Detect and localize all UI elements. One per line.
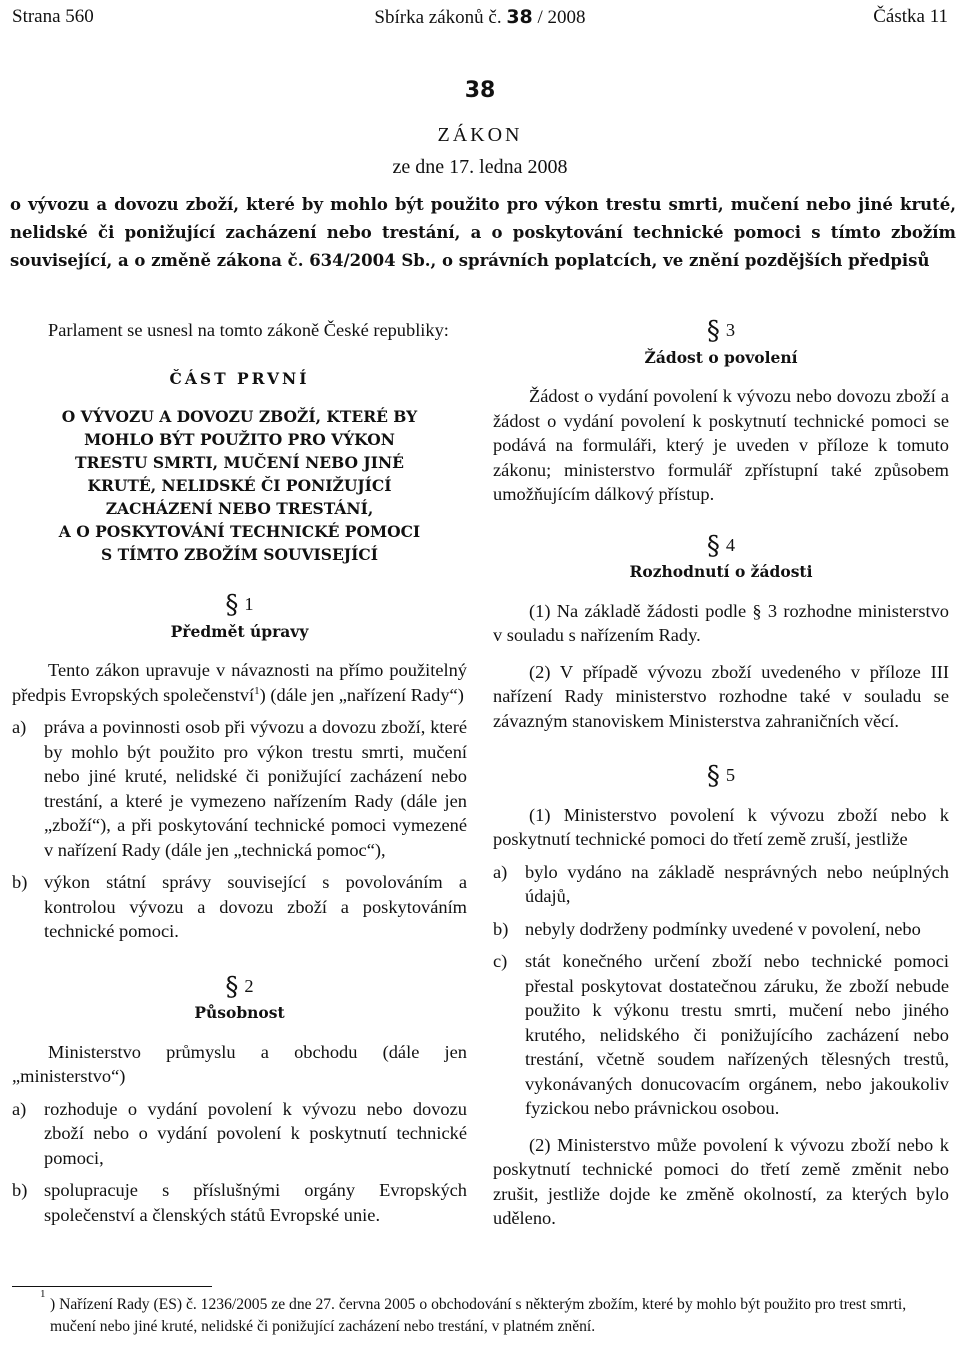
section-number-2: § 2 xyxy=(225,971,254,1002)
section-symbol: § xyxy=(225,971,239,1002)
part-title xyxy=(12,405,467,566)
section-symbol: § xyxy=(225,590,239,620)
law-number: 38 xyxy=(464,78,496,103)
section-symbol: § xyxy=(706,530,720,561)
section-title-3: Žádost o povolení xyxy=(644,347,798,367)
section-symbol: § xyxy=(706,316,720,346)
part-title-line: TRESTU SMRTI, MUČENÍ NEBO JINÉ xyxy=(75,453,404,472)
section-4-paragraph-2: (2) V případě vývozu zboží uvedeného v příloze III nařízení Rady ministerstvo rozhodne také v souladu se závazným stanoviskem Ministerstva zahraničních věcí. xyxy=(493,661,949,731)
list-item: c) stát konečného určení zboží nebo technické pomoci přestal poskytovat dostatečnou záruku, že zboží nebude použito k výkonu trestu smrti, mučení nebo jiného krutého, nelidského či ponižujícího zacházení nebo trestání, včetně soudem nařízených tělesných trestů, vykonávaných donucovacím orgánem, nebo jakoukoliv fyzickou nebo právnickou osobou. xyxy=(493,951,949,1118)
section-number-3: § 3 xyxy=(706,316,736,346)
section-title-4: Rozhodnutí o žádosti xyxy=(629,562,813,581)
law-title-rest: , o správních poplatcích, ve znění pozdějších předpisů xyxy=(430,251,930,270)
section-3-text: Žádost o vydání povolení k vývozu nebo dovozu zboží a žádost o vydání povolení k poskytnutí technické pomoci se podává na formuláři, který je uveden v příloze k tomuto zákonu; ministerstvo formulář zpřístupní také způsobem umožňujícím dálkový přístup. xyxy=(493,386,949,504)
collection-number: 38 xyxy=(506,6,533,28)
list-item: a) práva a povinnosti osob při vývozu a dovozu zboží, které by mohlo být použito pro výkon trestu smrti, mučení nebo jiné kruté, nelidské či ponižující zacházení nebo trestání, a které je vymezeno nařízením Rady (dále jen „zboží“), a při poskytování technické pomoci vymezené v nařízení Rady (dále jen „technická pomoc“), xyxy=(12,717,467,860)
right-column xyxy=(493,318,949,1231)
part-title-line: KRUTÉ, NELIDSKÉ ČI PONIŽUJÍCÍ xyxy=(87,476,392,495)
part-title-line: A O POSKYTOVÁNÍ TECHNICKÉ POMOCI xyxy=(58,522,421,541)
section-5-paragraph-1: (1) Ministerstvo povolení k vývozu zboží nebo k poskytnutí technické pomoci do třetí země zruší, jestliže xyxy=(493,804,949,849)
collection-suffix: / 2008 xyxy=(537,7,586,28)
list-item: b) nebyly dodrženy podmínky uvedené v povolení, nebo xyxy=(493,918,921,939)
section-number-5: § 5 xyxy=(706,761,736,791)
section-5-paragraph-2: (2) Ministerstvo může povolení k vývozu zboží nebo k poskytnutí technické pomoci do třetí země změnit nebo zrušit, jestliže dojde ke změně okolností, za kterých bylo uděleno. xyxy=(493,1134,949,1228)
footnote: 1 ) Nařízení Rady (ES) č. 1236/2005 ze dne 27. června 2005 o obchodování s některým zbožím, které by mohlo být použito pro trest smrti, mučení nebo jiné kruté, nelidské či ponižující zacházení nebo trestání, v platném znění. xyxy=(40,1288,907,1335)
part-title-line: MOHLO BÝT POUŽITO PRO VÝKON xyxy=(84,430,395,449)
collection-prefix: Sbírka zákonů č. xyxy=(374,7,502,28)
footnote-ref: 1 xyxy=(254,684,260,697)
collection-reference xyxy=(12,6,948,29)
part-title-line: ZACHÁZENÍ NEBO TRESTÁNÍ, xyxy=(105,499,374,518)
section-number-1: § 1 xyxy=(225,590,254,620)
list-item: b) spolupracuje s příslušnými orgány Evropských společenství a členských států Evropské unie. xyxy=(12,1180,467,1225)
section-2-intro: Ministerstvo průmyslu a obchodu (dále jen „ministerstvo“) xyxy=(12,1041,467,1086)
part-label: Částka 11 xyxy=(873,6,948,27)
part-title-line: O VÝVOZU A DOVOZU ZBOŽÍ, KTERÉ BY xyxy=(61,407,418,426)
law-title xyxy=(10,191,956,275)
section-1-intro: Tento zákon upravuje v návaznosti na přímo použitelný předpis Evropských společenství$^1$) (dále jen „nařízení Rady“) xyxy=(12,660,467,705)
section-4-paragraph-1: (1) Na základě žádosti podle § 3 rozhodne ministerstvo v souladu s nařízením Rady. xyxy=(493,600,949,645)
law-date: ze dne 17. ledna 2008 xyxy=(392,156,568,178)
list-item: a) rozhoduje o vydání povolení k vývozu nebo dovozu zboží nebo o vydání povolení k poskytnutí technické pomoci, xyxy=(12,1098,467,1168)
enactment-clause: Parlament se usnesl na tomto zákoně České republiky: xyxy=(48,320,449,340)
footnote-text: ) Nařízení Rady (ES) č. 1236/2005 ze dne 27. června 2005 o obchodování s některým zbožím, které by mohlo být použito pro trest smrti, mučení nebo jiné kruté, nelidské či ponižující zacházení nebo trestání, v platném znění. xyxy=(50,1296,907,1335)
section-title-2: Působnost xyxy=(194,1003,285,1022)
part-heading: ČÁST PRVNÍ xyxy=(169,368,310,388)
list-item: a) bylo vydáno na základě nesprávných nebo neúplných údajů, xyxy=(493,861,949,906)
part-title-line: S TÍMTO ZBOŽÍM SOUVISEJÍCÍ xyxy=(101,545,378,564)
page-number: Strana 560 xyxy=(12,6,94,27)
section-symbol: § xyxy=(706,761,720,791)
left-column xyxy=(12,318,467,1227)
law-type: ZÁKON xyxy=(437,124,523,146)
law-title-bold: o vývozu a dovozu zboží, které by mohlo být použito pro výkon trestu smrti, mučení nebo jiné kruté, nelidské či ponižující zacházení nebo trestání, a o poskytování technické pomoci s tímto zbožím související, a o změně zákona č. 634/2004 Sb. xyxy=(10,195,956,270)
list-item: b) výkon státní správy související s povolováním a kontrolou vývozu a dovozu zboží a poskytováním technické pomoci. xyxy=(12,872,467,941)
running-header xyxy=(12,6,948,32)
section-title-1: Předmět úpravy xyxy=(170,621,309,641)
footnote-divider xyxy=(12,1286,212,1287)
section-number-4: § 4 xyxy=(706,530,736,561)
